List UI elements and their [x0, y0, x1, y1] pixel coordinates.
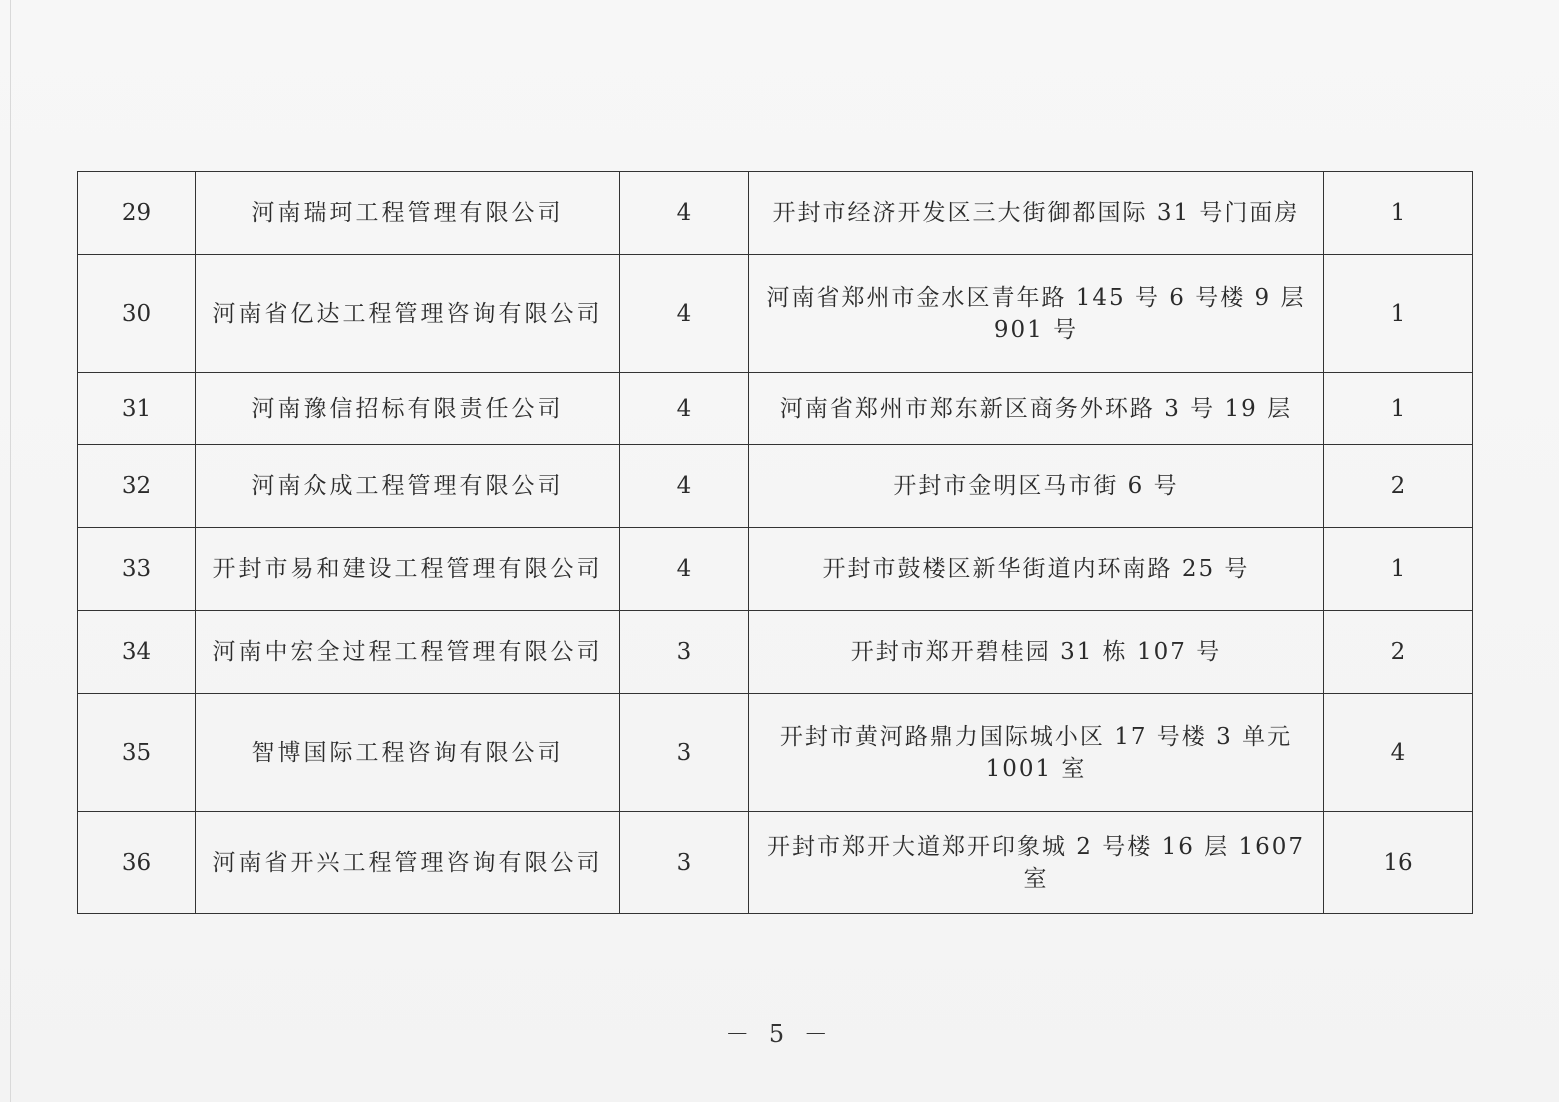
count-a: 3 [620, 694, 749, 812]
row-index: 35 [78, 694, 196, 812]
table-row [78, 445, 1473, 528]
company-address: 开封市郑开大道郑开印象城 2 号楼 16 层 1607 室 [749, 812, 1324, 914]
company-name: 智博国际工程咨询有限公司 [196, 694, 620, 812]
company-name: 河南省开兴工程管理咨询有限公司 [196, 812, 620, 914]
row-index: 30 [78, 255, 196, 373]
count-a: 4 [620, 445, 749, 528]
table-row [78, 611, 1473, 694]
company-address: 开封市鼓楼区新华街道内环南路 25 号 [749, 528, 1324, 611]
count-b: 1 [1324, 172, 1473, 255]
company-address: 河南省郑州市金水区青年路 145 号 6 号楼 9 层 901 号 [749, 255, 1324, 373]
row-index: 32 [78, 445, 196, 528]
table-row [78, 694, 1473, 812]
company-name: 河南省亿达工程管理咨询有限公司 [196, 255, 620, 373]
count-b: 2 [1324, 611, 1473, 694]
table-row [78, 812, 1473, 914]
count-b: 1 [1324, 528, 1473, 611]
row-index: 33 [78, 528, 196, 611]
count-b: 16 [1324, 812, 1473, 914]
table-row [78, 528, 1473, 611]
count-a: 3 [620, 611, 749, 694]
company-address: 开封市经济开发区三大街御都国际 31 号门面房 [749, 172, 1324, 255]
company-name: 开封市易和建设工程管理有限公司 [196, 528, 620, 611]
company-address: 河南省郑州市郑东新区商务外环路 3 号 19 层 [749, 373, 1324, 445]
company-address: 开封市黄河路鼎力国际城小区 17 号楼 3 单元 1001 室 [749, 694, 1324, 812]
count-a: 4 [620, 373, 749, 445]
table-row [78, 172, 1473, 255]
count-a: 3 [620, 812, 749, 914]
row-index: 29 [78, 172, 196, 255]
row-index: 34 [78, 611, 196, 694]
count-a: 4 [620, 528, 749, 611]
company-address: 开封市郑开碧桂园 31 栋 107 号 [749, 611, 1324, 694]
count-a: 4 [620, 255, 749, 373]
row-index: 36 [78, 812, 196, 914]
company-name: 河南瑞珂工程管理有限公司 [196, 172, 620, 255]
table-row [78, 255, 1473, 373]
company-address: 开封市金明区马市街 6 号 [749, 445, 1324, 528]
count-b: 4 [1324, 694, 1473, 812]
row-index: 31 [78, 373, 196, 445]
company-name: 河南中宏全过程工程管理有限公司 [196, 611, 620, 694]
count-b: 2 [1324, 445, 1473, 528]
count-b: 1 [1324, 255, 1473, 373]
company-name: 河南众成工程管理有限公司 [196, 445, 620, 528]
company-table [77, 171, 1473, 914]
count-b: 1 [1324, 373, 1473, 445]
count-a: 4 [620, 172, 749, 255]
page-number: － 5 － [725, 1020, 834, 1048]
company-name: 河南豫信招标有限责任公司 [196, 373, 620, 445]
table-row [78, 373, 1473, 445]
